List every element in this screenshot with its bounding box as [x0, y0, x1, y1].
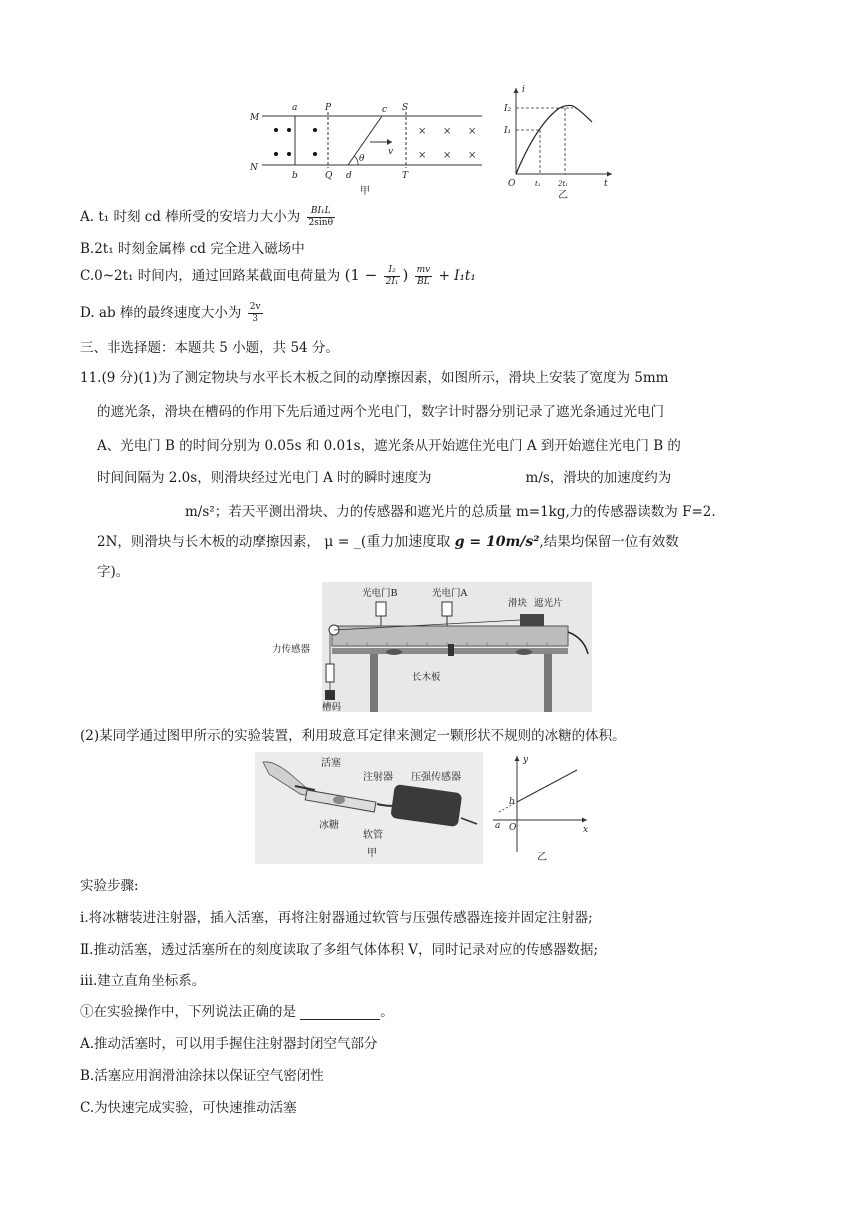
caption-yi-2: 乙 — [537, 852, 547, 863]
q11-line-6: 2N，则滑块与长木板的动摩擦因素， μ = _(重力加速度取 g = 10m/s²,结果均保留一位有效数 — [97, 534, 679, 550]
q11-line-5: m/s²；若天平测出滑块、力的传感器和遮光片的总质量 m=1kg,力的传感器读数为 F=2. — [185, 504, 716, 520]
choice-c: C.为快速完成实验，可快速推动活塞 — [80, 1100, 297, 1116]
label-t1: t₁ — [535, 180, 541, 188]
caption-jia: 甲 — [360, 186, 370, 197]
label-weight: 槽码 — [322, 702, 342, 712]
q11-line-7: 字)。 — [97, 564, 130, 580]
svg-text:×: × — [468, 150, 477, 161]
step-ii: Ⅱ.推动活塞，透过活塞所在的刻度读取了多组气体体积 V，同时记录对应的传感器数据; — [80, 942, 599, 958]
label-i: i — [522, 85, 525, 95]
label-T: T — [402, 171, 409, 181]
label-c: c — [382, 105, 388, 115]
fraction: $\frac{\text{BI₁L}}{2\sin\theta}$ — [308, 206, 333, 228]
label-v: v — [388, 147, 394, 157]
choice-a: A.推动活塞时，可以用手握住注射器封闭空气部分 — [80, 1036, 378, 1052]
label-a-axis: a — [495, 821, 501, 831]
label-force-sensor: 力传感器 — [272, 644, 311, 655]
figure-jia — [249, 103, 482, 197]
label-2t1: 2t₁ — [558, 180, 569, 188]
label-N: N — [250, 163, 258, 173]
svg-text:×: × — [418, 150, 427, 161]
label-b-axis: b — [509, 797, 515, 807]
label-I2: I₂ — [504, 104, 512, 114]
option-b: B.2t₁ 时刻金属棒 cd 完全进入磁场中 — [80, 241, 305, 257]
label-sugar: 冰糖 — [319, 820, 339, 831]
label-pressure-sensor: 压强传感器 — [411, 772, 461, 783]
svg-text:×: × — [418, 126, 427, 137]
q11-line-2: 的遮光条，滑块在槽码的作用下先后通过两个光电门，数字计时器分别记录了遮光条通过光电门 — [97, 404, 664, 420]
fraction: $\frac{mv}{BL}$ — [416, 265, 431, 287]
label-I1: I₁ — [504, 126, 512, 136]
label-slider: 滑块 — [508, 598, 528, 609]
option-c: C.0~2t₁ 时间内，通过回路某截面电荷量为 (1 − $\frac{\text{I₂}}{\text{2I₁}}$ ) $\frac{mv}{BL}$ + I₁t₁ — [80, 265, 476, 287]
label-M: M — [250, 113, 260, 123]
label-O: O — [508, 179, 516, 189]
option-a: A. t₁ 时刻 cd 棒所受的安培力大小为 $\frac{\text{BI₁L}}{2\sin\theta}$ — [80, 206, 333, 228]
label-P: P — [325, 103, 332, 113]
q11-line-3: A、光电门 B 的时间分别为 0.05s 和 0.01s，遮光条从开始遮住光电门 A 到开始遮住光电门 B 的 — [97, 438, 681, 454]
steps-title: 实验步骤: — [80, 878, 139, 894]
label-gate-a: 光电门A — [432, 588, 468, 599]
question-1: ①在实验操作中，下列说法正确的是 。 — [80, 1004, 394, 1020]
q11-line-1: 11.(9 分)(1)为了测定物块与水平长木板之间的动摩擦因素，如图所示，滑块上安装了宽度为 5mm — [80, 370, 669, 386]
caption-yi: 乙 — [558, 190, 568, 201]
label-a: a — [292, 103, 298, 113]
step-i: i.将冰糖装进注射器，插入活塞，再将注射器通过软管与压强传感器连接并固定注射器; — [80, 910, 593, 926]
figure-3 — [255, 752, 600, 864]
label-board: 长木板 — [412, 672, 441, 683]
step-iii: iii.建立直角坐标系。 — [80, 973, 206, 989]
q11-part2: (2)某同学通过图甲所示的实验装置，利用玻意耳定律来测定一颗形状不规则的冰糖的体积。 — [80, 728, 626, 744]
label-tube: 软管 — [363, 830, 383, 841]
label-y: y — [523, 755, 529, 765]
label-piston: 活塞 — [321, 758, 341, 769]
figure-yi — [503, 85, 612, 201]
label-O-axis: O — [509, 823, 517, 833]
svg-text:×: × — [443, 150, 452, 161]
section-heading: 三、非选择题：本题共 5 小题，共 54 分。 — [80, 340, 339, 356]
fraction: $\frac{2v}{3}$ — [249, 302, 261, 324]
label-t: t — [604, 179, 608, 189]
label-S: S — [402, 103, 409, 113]
figure-3-yi — [493, 755, 588, 863]
figure-1 — [240, 82, 620, 202]
answer-blank[interactable] — [300, 1005, 380, 1020]
svg-text:×: × — [468, 126, 477, 137]
figure-2 — [272, 582, 592, 712]
label-gate-b: 光电门B — [362, 588, 398, 599]
label-shade: 遮光片 — [534, 598, 563, 609]
label-d: d — [346, 171, 352, 181]
fraction: $\frac{\text{I₂}}{\text{2I₁}}$ — [385, 265, 399, 287]
q11-line-4: 时间间隔为 2.0s，则滑块经过光电门 A 时的瞬时速度为 m/s，滑块的加速度约为 — [97, 470, 672, 486]
label-syringe: 注射器 — [363, 772, 393, 783]
svg-text:×: × — [443, 126, 452, 137]
caption-jia-2: 甲 — [367, 848, 377, 859]
option-d: D. ab 棒的最终速度大小为 $\frac{2v}{3}$ — [80, 302, 261, 324]
label-theta: θ — [359, 154, 365, 164]
choice-b: B.活塞应用润滑油涂抹以保证空气密闭性 — [80, 1068, 324, 1084]
label-x: x — [583, 825, 589, 835]
label-b: b — [292, 171, 298, 181]
label-Q: Q — [325, 171, 333, 181]
